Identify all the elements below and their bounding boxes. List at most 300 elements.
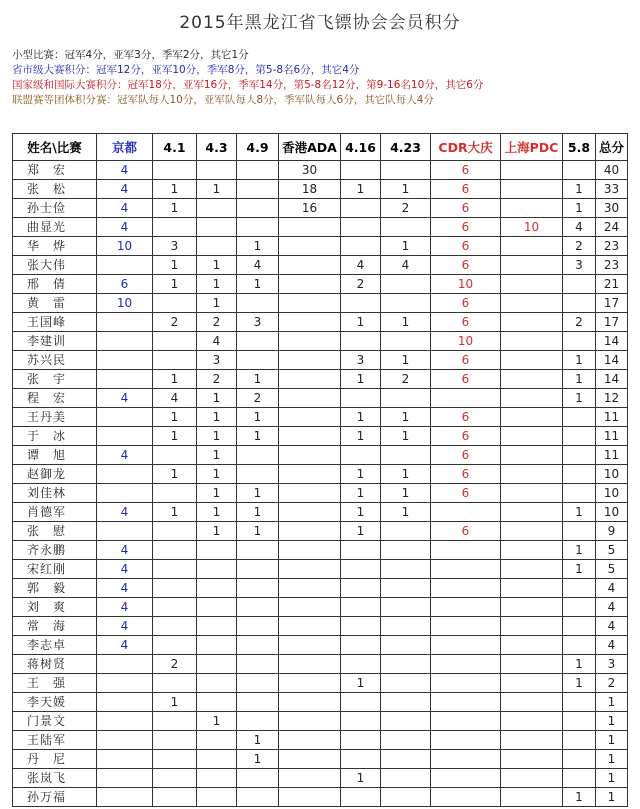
score-cell <box>501 522 563 541</box>
score-cell <box>563 769 596 788</box>
score-cell <box>431 598 501 617</box>
score-cell: 6 <box>431 446 501 465</box>
score-cell <box>501 674 563 693</box>
score-cell <box>381 161 431 180</box>
score-cell: 1 <box>237 731 279 750</box>
score-cell: 30 <box>279 161 341 180</box>
score-cell <box>501 788 563 807</box>
score-cell <box>563 598 596 617</box>
score-cell <box>341 731 381 750</box>
score-cell <box>237 332 279 351</box>
score-cell: 2 <box>197 313 237 332</box>
score-cell <box>381 769 431 788</box>
score-cell <box>237 788 279 807</box>
score-cell <box>279 636 341 655</box>
score-cell <box>197 541 237 560</box>
score-cell <box>153 617 197 636</box>
total-score-cell: 10 <box>596 465 628 484</box>
score-cell <box>431 560 501 579</box>
score-cell: 4 <box>97 161 153 180</box>
score-cell: 2 <box>197 370 237 389</box>
table-row <box>13 693 628 712</box>
score-cell <box>381 693 431 712</box>
score-cell: 2 <box>381 199 431 218</box>
score-cell <box>97 712 153 731</box>
table-row <box>13 256 628 275</box>
table-row <box>13 522 628 541</box>
score-cell: 6 <box>431 256 501 275</box>
score-cell: 4 <box>237 256 279 275</box>
table-row <box>13 769 628 788</box>
score-cell: 6 <box>431 161 501 180</box>
score-cell <box>279 427 341 446</box>
score-cell <box>381 522 431 541</box>
score-cell: 1 <box>197 256 237 275</box>
score-cell <box>501 427 563 446</box>
member-name-cell: 孙士俭 <box>13 199 97 218</box>
column-header: 4.1 <box>153 134 197 161</box>
score-cell <box>381 712 431 731</box>
score-table <box>12 133 628 807</box>
score-cell: 1 <box>381 237 431 256</box>
table-row <box>13 275 628 294</box>
score-cell <box>381 617 431 636</box>
score-cell: 16 <box>279 199 341 218</box>
score-cell <box>153 788 197 807</box>
table-row <box>13 541 628 560</box>
score-cell: 1 <box>563 560 596 579</box>
score-cell <box>563 617 596 636</box>
score-cell <box>153 484 197 503</box>
member-name-cell: 张大伟 <box>13 256 97 275</box>
member-name-cell: 常 海 <box>13 617 97 636</box>
score-cell <box>237 465 279 484</box>
score-cell <box>381 446 431 465</box>
score-cell <box>279 332 341 351</box>
score-cell: 1 <box>153 503 197 522</box>
score-cell <box>97 693 153 712</box>
score-cell <box>341 332 381 351</box>
score-cell: 2 <box>381 370 431 389</box>
table-row <box>13 161 628 180</box>
total-score-cell: 30 <box>596 199 628 218</box>
score-cell: 6 <box>431 313 501 332</box>
score-cell: 1 <box>381 180 431 199</box>
score-cell <box>279 275 341 294</box>
member-name-cell: 刘 爽 <box>13 598 97 617</box>
score-cell <box>381 731 431 750</box>
score-cell: 4 <box>341 256 381 275</box>
score-cell: 1 <box>563 655 596 674</box>
score-cell <box>431 617 501 636</box>
total-score-cell: 10 <box>596 503 628 522</box>
score-cell <box>501 332 563 351</box>
table-row <box>13 370 628 389</box>
total-score-cell: 11 <box>596 446 628 465</box>
score-cell <box>381 541 431 560</box>
table-row <box>13 655 628 674</box>
score-cell <box>197 199 237 218</box>
score-cell <box>279 408 341 427</box>
score-cell <box>153 712 197 731</box>
score-cell <box>237 180 279 199</box>
score-cell: 1 <box>197 712 237 731</box>
score-cell <box>501 636 563 655</box>
table-row <box>13 294 628 313</box>
table-row <box>13 788 628 807</box>
score-cell: 1 <box>341 370 381 389</box>
member-name-cell: 郑 宏 <box>13 161 97 180</box>
score-cell <box>341 541 381 560</box>
score-cell <box>501 237 563 256</box>
member-name-cell: 黄 雷 <box>13 294 97 313</box>
table-row <box>13 180 628 199</box>
score-cell: 1 <box>563 389 596 408</box>
score-cell <box>237 541 279 560</box>
column-header: 姓名\比赛 <box>13 134 97 161</box>
score-cell <box>237 560 279 579</box>
score-cell <box>197 617 237 636</box>
score-cell: 1 <box>153 693 197 712</box>
score-cell <box>197 579 237 598</box>
total-score-cell: 9 <box>596 522 628 541</box>
score-cell: 18 <box>279 180 341 199</box>
score-cell <box>563 731 596 750</box>
score-cell: 1 <box>563 199 596 218</box>
total-score-cell: 4 <box>596 579 628 598</box>
score-cell: 1 <box>381 484 431 503</box>
score-cell <box>341 788 381 807</box>
score-cell <box>381 332 431 351</box>
score-cell: 1 <box>153 180 197 199</box>
score-cell <box>153 731 197 750</box>
column-header: 4.23 <box>381 134 431 161</box>
score-cell <box>153 769 197 788</box>
table-row <box>13 674 628 693</box>
score-cell <box>279 522 341 541</box>
score-cell <box>381 560 431 579</box>
score-cell <box>381 598 431 617</box>
score-cell <box>381 275 431 294</box>
score-cell: 4 <box>563 218 596 237</box>
score-cell <box>431 788 501 807</box>
score-cell <box>279 579 341 598</box>
score-cell <box>237 199 279 218</box>
score-cell <box>279 484 341 503</box>
score-cell <box>501 446 563 465</box>
score-cell <box>279 560 341 579</box>
score-cell <box>97 351 153 370</box>
score-cell <box>153 636 197 655</box>
table-row <box>13 484 628 503</box>
score-cell <box>501 161 563 180</box>
total-score-cell: 40 <box>596 161 628 180</box>
score-cell: 2 <box>341 275 381 294</box>
table-row <box>13 218 628 237</box>
score-cell <box>563 693 596 712</box>
table-row <box>13 237 628 256</box>
score-cell: 1 <box>237 503 279 522</box>
score-cell <box>197 560 237 579</box>
score-cell <box>97 256 153 275</box>
total-score-cell: 1 <box>596 693 628 712</box>
score-cell <box>279 769 341 788</box>
score-cell: 1 <box>341 408 381 427</box>
score-cell <box>501 313 563 332</box>
score-cell <box>501 180 563 199</box>
score-cell: 6 <box>431 237 501 256</box>
score-cell: 4 <box>97 560 153 579</box>
table-row <box>13 313 628 332</box>
score-cell: 10 <box>501 218 563 237</box>
score-cell: 1 <box>197 389 237 408</box>
score-cell <box>197 598 237 617</box>
score-cell: 4 <box>97 636 153 655</box>
total-score-cell: 12 <box>596 389 628 408</box>
score-cell <box>341 237 381 256</box>
total-score-cell: 21 <box>596 275 628 294</box>
member-name-cell: 孙万福 <box>13 788 97 807</box>
score-cell <box>563 465 596 484</box>
score-cell: 3 <box>341 351 381 370</box>
score-cell: 4 <box>381 256 431 275</box>
member-name-cell: 蒋树贤 <box>13 655 97 674</box>
member-name-cell: 曲显光 <box>13 218 97 237</box>
score-cell <box>501 712 563 731</box>
score-cell: 1 <box>197 503 237 522</box>
score-cell: 1 <box>197 275 237 294</box>
score-cell: 1 <box>563 370 596 389</box>
score-cell <box>97 465 153 484</box>
score-cell: 1 <box>237 237 279 256</box>
scoring-rules <box>12 48 483 108</box>
score-cell <box>381 579 431 598</box>
total-score-cell: 11 <box>596 408 628 427</box>
page-title: 2015年黑龙江省飞镖协会会员积分 <box>179 13 461 33</box>
score-cell: 4 <box>97 389 153 408</box>
score-cell <box>501 351 563 370</box>
total-score-cell: 14 <box>596 351 628 370</box>
score-cell <box>197 655 237 674</box>
score-cell: 10 <box>97 237 153 256</box>
table-row <box>13 731 628 750</box>
score-cell <box>153 674 197 693</box>
score-cell <box>197 237 237 256</box>
score-cell: 4 <box>97 503 153 522</box>
member-name-cell: 宋红刚 <box>13 560 97 579</box>
score-cell: 1 <box>153 427 197 446</box>
score-cell <box>197 674 237 693</box>
column-header: 4.3 <box>197 134 237 161</box>
score-cell: 2 <box>237 389 279 408</box>
score-cell <box>153 750 197 769</box>
score-cell: 1 <box>197 465 237 484</box>
score-cell <box>97 370 153 389</box>
score-cell <box>563 408 596 427</box>
score-cell <box>501 408 563 427</box>
score-cell <box>381 218 431 237</box>
score-cell <box>97 408 153 427</box>
score-cell <box>279 256 341 275</box>
total-score-cell: 1 <box>596 769 628 788</box>
score-cell <box>237 161 279 180</box>
rule-small-events: 小型比赛：冠军4分，亚军3分，季军2分，其它1分 <box>12 49 249 61</box>
score-cell <box>563 275 596 294</box>
total-score-cell: 10 <box>596 484 628 503</box>
score-cell <box>279 351 341 370</box>
score-cell: 1 <box>237 484 279 503</box>
score-cell <box>501 503 563 522</box>
score-cell: 4 <box>97 579 153 598</box>
score-cell <box>341 636 381 655</box>
score-cell: 4 <box>97 617 153 636</box>
column-header: 4.16 <box>341 134 381 161</box>
score-cell: 1 <box>237 275 279 294</box>
total-score-cell: 14 <box>596 332 628 351</box>
score-cell <box>197 750 237 769</box>
score-cell: 1 <box>341 503 381 522</box>
score-cell: 4 <box>97 541 153 560</box>
score-cell: 6 <box>431 199 501 218</box>
score-cell <box>97 484 153 503</box>
score-cell <box>501 598 563 617</box>
score-cell <box>279 693 341 712</box>
score-cell: 1 <box>153 465 197 484</box>
score-cell <box>279 313 341 332</box>
score-cell: 6 <box>431 484 501 503</box>
score-cell <box>431 579 501 598</box>
score-cell <box>153 560 197 579</box>
table-row <box>13 560 628 579</box>
member-name-cell: 肖德军 <box>13 503 97 522</box>
score-cell: 1 <box>341 522 381 541</box>
table-row <box>13 408 628 427</box>
score-cell: 1 <box>197 522 237 541</box>
score-cell <box>279 218 341 237</box>
score-cell: 3 <box>197 351 237 370</box>
score-cell: 3 <box>563 256 596 275</box>
score-cell <box>501 389 563 408</box>
score-cell: 2 <box>563 313 596 332</box>
total-score-cell: 2 <box>596 674 628 693</box>
member-name-cell: 郭 毅 <box>13 579 97 598</box>
member-name-cell: 苏兴民 <box>13 351 97 370</box>
score-cell: 1 <box>237 750 279 769</box>
score-cell <box>279 465 341 484</box>
score-cell: 1 <box>381 427 431 446</box>
score-cell <box>381 674 431 693</box>
score-cell: 1 <box>153 408 197 427</box>
score-cell <box>431 731 501 750</box>
score-cell <box>237 769 279 788</box>
score-cell: 1 <box>341 769 381 788</box>
score-cell: 1 <box>197 484 237 503</box>
score-cell <box>381 636 431 655</box>
score-cell <box>97 731 153 750</box>
score-cell <box>501 541 563 560</box>
score-cell <box>237 294 279 313</box>
member-name-cell: 王 强 <box>13 674 97 693</box>
member-name-cell: 邢 倩 <box>13 275 97 294</box>
score-cell <box>279 617 341 636</box>
score-cell <box>97 332 153 351</box>
score-cell <box>501 693 563 712</box>
score-cell: 1 <box>341 313 381 332</box>
score-cell: 6 <box>431 370 501 389</box>
score-cell <box>501 617 563 636</box>
score-cell: 6 <box>431 522 501 541</box>
score-cell <box>341 579 381 598</box>
score-cell <box>97 674 153 693</box>
score-cell <box>501 560 563 579</box>
score-cell: 4 <box>97 199 153 218</box>
score-cell: 1 <box>237 427 279 446</box>
table-row <box>13 332 628 351</box>
score-cell <box>563 712 596 731</box>
score-cell: 10 <box>431 332 501 351</box>
score-cell <box>341 693 381 712</box>
score-cell <box>563 332 596 351</box>
score-cell: 1 <box>563 674 596 693</box>
score-cell <box>279 731 341 750</box>
score-cell: 1 <box>381 503 431 522</box>
score-cell <box>381 294 431 313</box>
total-score-cell: 1 <box>596 788 628 807</box>
score-cell: 6 <box>431 218 501 237</box>
member-name-cell: 谭 旭 <box>13 446 97 465</box>
score-cell: 6 <box>431 427 501 446</box>
column-header: 京都 <box>97 134 153 161</box>
score-cell <box>341 446 381 465</box>
score-cell: 1 <box>381 465 431 484</box>
score-cell <box>341 598 381 617</box>
score-cell <box>501 256 563 275</box>
score-cell <box>237 617 279 636</box>
score-cell <box>501 199 563 218</box>
score-cell: 1 <box>197 446 237 465</box>
score-cell <box>279 446 341 465</box>
score-cell <box>501 370 563 389</box>
score-cell: 1 <box>237 522 279 541</box>
score-cell <box>237 655 279 674</box>
score-cell: 1 <box>563 351 596 370</box>
score-cell: 1 <box>341 427 381 446</box>
score-cell: 3 <box>153 237 197 256</box>
score-cell <box>381 655 431 674</box>
score-cell <box>341 560 381 579</box>
score-cell <box>501 769 563 788</box>
score-cell <box>97 427 153 446</box>
score-cell <box>431 541 501 560</box>
score-cell <box>153 161 197 180</box>
score-cell: 10 <box>431 275 501 294</box>
score-cell <box>381 389 431 408</box>
table-row <box>13 617 628 636</box>
table-body <box>13 161 628 807</box>
score-cell: 1 <box>381 351 431 370</box>
score-cell <box>279 503 341 522</box>
score-cell: 4 <box>197 332 237 351</box>
score-cell: 6 <box>431 294 501 313</box>
column-header: CDR大庆 <box>431 134 501 161</box>
total-score-cell: 3 <box>596 655 628 674</box>
total-score-cell: 33 <box>596 180 628 199</box>
member-name-cell: 张 松 <box>13 180 97 199</box>
score-cell <box>237 674 279 693</box>
member-name-cell: 张 宇 <box>13 370 97 389</box>
score-cell <box>97 313 153 332</box>
column-header: 4.9 <box>237 134 279 161</box>
